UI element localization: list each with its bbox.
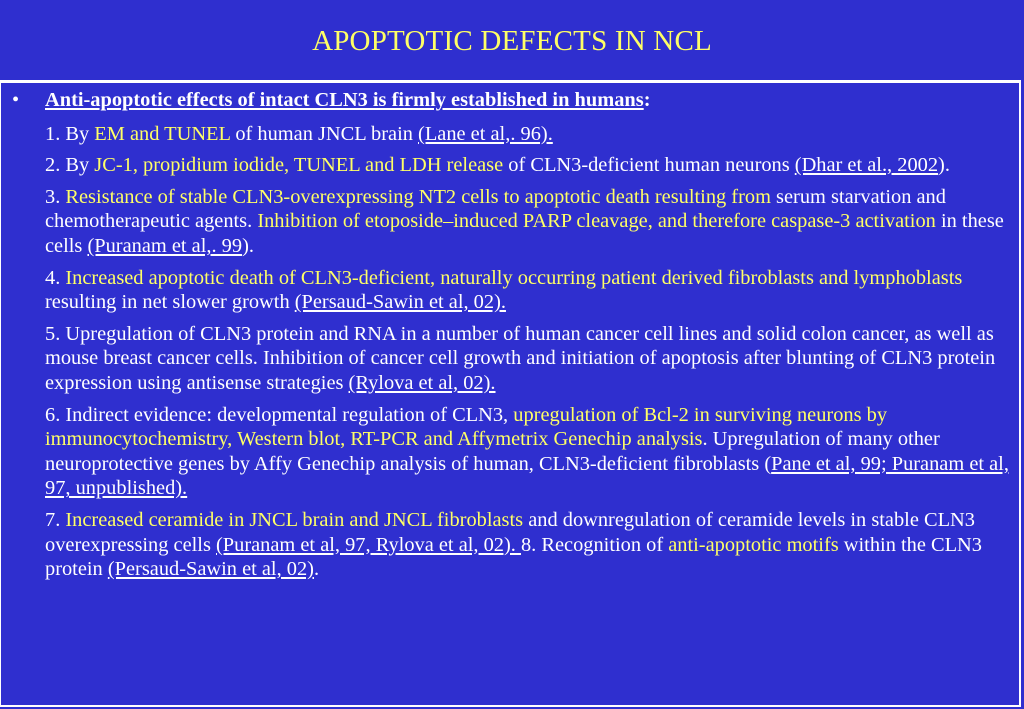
citation-reference: (Persaud-Sawin et al, 02) [107,558,314,581]
body-text: resulting in net slower growth [45,291,295,314]
highlighted-text: upregulation of Bcl-2 in surviving neurons by immunocytochemistry, Western blot, RT-PCR and Affymetrix Genechip analysis [45,403,888,451]
body-text: 8. Recognition of [520,533,669,556]
highlighted-text: JC-1, propidium iodide, TUNEL and LDH release [94,154,504,177]
highlighted-text: Increased ceramide in JNCL brain and JNCL fibroblasts [65,508,524,531]
body-text: of human JNCL brain [230,122,419,145]
citation-reference: (Lane et al,. 96). [418,122,553,145]
evidence-list [12,122,1016,582]
body-text: 3. [45,185,66,208]
body-text: . Upregulation of many other neuroprotective genes by Affy Genechip analysis of human, CLN3-deficient fibroblasts ( [45,428,940,475]
highlighted-text: Inhibition of etoposide–induced PARP cleavage, and therefore caspase-3 activation [257,210,936,233]
evidence-item-2 [45,153,1016,178]
highlighted-text: Resistance of stable CLN3-overexpressing NT2 cells to apoptotic death resulting from [65,185,771,208]
body-text: . [313,558,320,581]
body-text: ). [938,154,950,177]
evidence-item-1 [45,122,1016,147]
highlighted-text: EM and TUNEL [94,122,231,145]
bullet-heading [45,88,650,113]
citation-reference: (Rylova et al, 02). [348,371,496,394]
bullet-icon: • [12,89,20,111]
body-text: of CLN3-deficient human neurons [503,154,795,177]
slide-content [12,88,1016,589]
evidence-item-4 [45,266,1016,315]
title-bar [0,0,1024,78]
body-text: 5. Upregulation of CLN3 protein and RNA in a number of human cancer cell lines and solid colon cancer, as well as mouse breast cancer cells. Inhibition of cancer cell growth and initiation of apoptosis after blunting of CLN3 protein expression using antisense strategies [45,322,996,394]
evidence-item-7 [45,508,1016,582]
highlighted-text: Increased apoptotic death of CLN3-deficient, naturally occurring patient derived fibroblasts and lymphoblasts [65,266,963,289]
citation-reference: Pane et al, 99; Puranam et al, 97, unpublished). [45,452,1009,500]
evidence-item-5 [45,322,1016,396]
body-text: 1. By [45,122,95,145]
body-text: 4. [45,266,66,289]
heading-text: Anti-apoptotic effects of intact CLN3 is firmly established in humans [45,89,644,111]
highlighted-text: anti-apoptotic motifs [668,533,839,556]
citation-reference: (Persaud-Sawin et al, 02). [294,291,506,314]
body-text: in these cells [45,210,1004,257]
citation-reference: (Puranam et al,. 99 [87,234,243,257]
body-text: and downregulation of ceramide levels in stable CLN3 overexpressing cells [45,508,975,556]
body-text: 7. [45,508,66,531]
bullet-heading-row [12,88,1016,113]
citation-reference: (Puranam et al, 97, Rylova et al, 02). [216,533,521,556]
evidence-item-6 [45,403,1016,501]
evidence-item-3 [45,185,1016,259]
citation-reference: (Dhar et al., 2002 [794,154,939,177]
heading-colon: : [643,89,651,111]
slide-title: APOPTOTIC DEFECTS IN NCL [312,24,712,57]
body-text: serum starvation and chemotherapeutic agents. [45,185,946,233]
body-text: 6. Indirect evidence: developmental regulation of CLN3, [45,403,514,426]
body-text: ). [242,234,254,257]
body-text: within the CLN3 protein [45,533,982,581]
body-text: 2. By [45,154,95,177]
